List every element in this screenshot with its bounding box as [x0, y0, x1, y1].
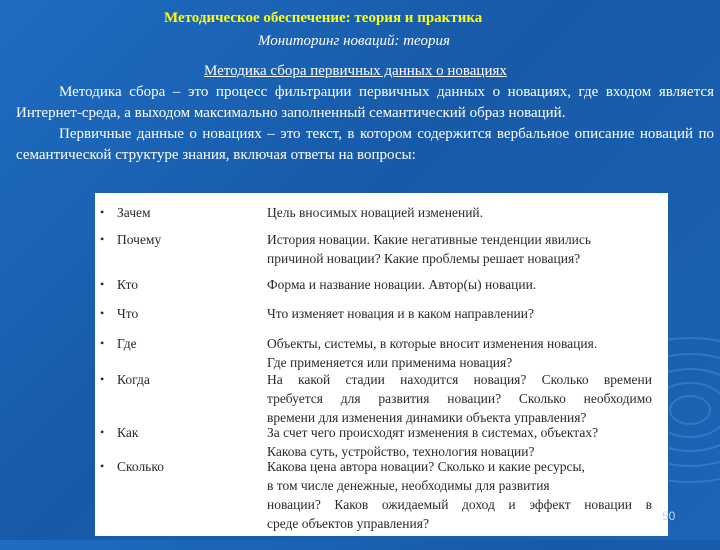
bullet: • — [100, 232, 105, 246]
question-term: Как — [117, 425, 139, 440]
questions-table — [95, 193, 668, 536]
question-description: Форма и название новации. Автор(ы) новации. — [267, 277, 537, 292]
bullet: • — [100, 459, 105, 473]
question-description: На какой стадии находится новация? Сколько времени требуется для развития новации? Сколько необходимо времени для изменения динамики объекта управления? — [267, 372, 652, 425]
page-title: Методическое обеспечение: теория и практика — [164, 10, 483, 26]
bullet: • — [100, 336, 105, 350]
paragraph-definition: Методика сбора – это процесс фильтрации первичных данных о новациях, где входом является Интернет-среда, а выходом максимально заполненный семантический образ новаций. — [16, 84, 714, 121]
question-description: Что изменяет новация и в каком направлении? — [267, 306, 534, 321]
question-description: Какова цена автора новации? Сколько и какие ресурсы, в том числе денежные, необходимы для развития новации? Каков ожидаемый доход и эффект новации в среде объектов управления? — [267, 459, 652, 531]
question-term: Зачем — [117, 205, 151, 220]
question-description: За счет чего происходят изменения в системах, объектах? Какова суть, устройство, технология новации? — [267, 425, 599, 459]
bullet: • — [100, 372, 105, 386]
question-term: Что — [117, 306, 139, 321]
page-subtitle: Мониторинг новаций: теория — [258, 33, 450, 49]
question-description: Цель вносимых новацией изменений. — [267, 205, 484, 220]
body-text — [16, 82, 714, 166]
question-term: Кто — [117, 277, 138, 292]
question-description: История новации. Какие негативные тенденции явились причиной новации? Какие проблемы решает новация? — [267, 232, 592, 266]
section-heading: Методика сбора первичных данных о новациях — [204, 63, 507, 79]
question-term: Когда — [117, 372, 150, 387]
paragraph-primary-data: Первичные данные о новациях – это текст, в котором содержится вербальное описание новаций по семантической структуре знания, включая ответы на вопросы: — [16, 126, 714, 163]
question-description: Объекты, системы, в которые вносит изменения новация. Где применяется или применима новация? — [267, 336, 598, 370]
bullet: • — [100, 205, 105, 219]
bullet: • — [100, 277, 105, 291]
bullet: • — [100, 425, 105, 439]
question-term: Почему — [117, 232, 162, 247]
question-term: Где — [117, 336, 137, 351]
question-term: Сколько — [117, 459, 164, 474]
bullet: • — [100, 306, 105, 320]
page-number: 50 — [662, 509, 676, 523]
